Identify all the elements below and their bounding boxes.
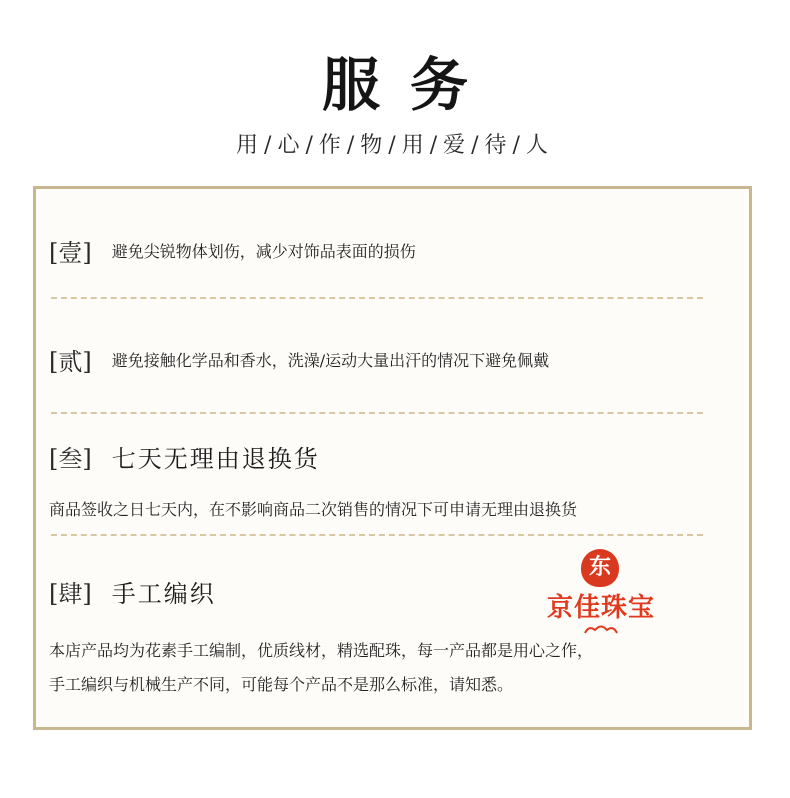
service-item-4 — [49, 574, 216, 609]
service-item-2 — [49, 342, 549, 377]
service-item-3 — [49, 439, 320, 474]
service-panel — [33, 186, 752, 730]
item-text: 避免接触化学品和香水，洗澡/运动大量出汗的情况下避免佩戴 — [111, 351, 550, 370]
item-badge: [贰] — [49, 348, 92, 376]
cloud-icon — [581, 623, 621, 637]
item-badge: [叁] — [49, 445, 92, 473]
item-description-line-1: 本店产品均为花素手工编制，优质线材，精选配珠，每一产品都是用心之作， — [49, 641, 594, 660]
seal-icon: 东 — [581, 549, 619, 587]
service-item-1 — [49, 233, 416, 268]
item-text: 避免尖锐物体划伤，减少对饰品表面的损伤 — [111, 242, 416, 261]
item-badge: [肆] — [49, 580, 92, 608]
brand-watermark-logo — [531, 549, 671, 639]
brand-name: 京佳珠宝 — [546, 593, 655, 623]
dashed-divider — [51, 412, 703, 414]
item-badge: [壹] — [49, 239, 92, 267]
page-title: 服务 — [321, 51, 498, 119]
item-description: 商品签收之日七天内，在不影响商品二次销售的情况下可申请无理由退换货 — [49, 500, 578, 519]
page-subtitle: 用/心/作/物/用/爱/待/人 — [236, 133, 554, 158]
dashed-divider — [51, 534, 703, 536]
item-heading: 七天无理由退换货 — [111, 445, 320, 473]
item-heading: 手工编织 — [111, 580, 216, 608]
item-description-line-2: 手工编织与机械生产不同，可能每个产品不是那么标准，请知悉。 — [49, 675, 514, 694]
dashed-divider — [51, 297, 703, 299]
